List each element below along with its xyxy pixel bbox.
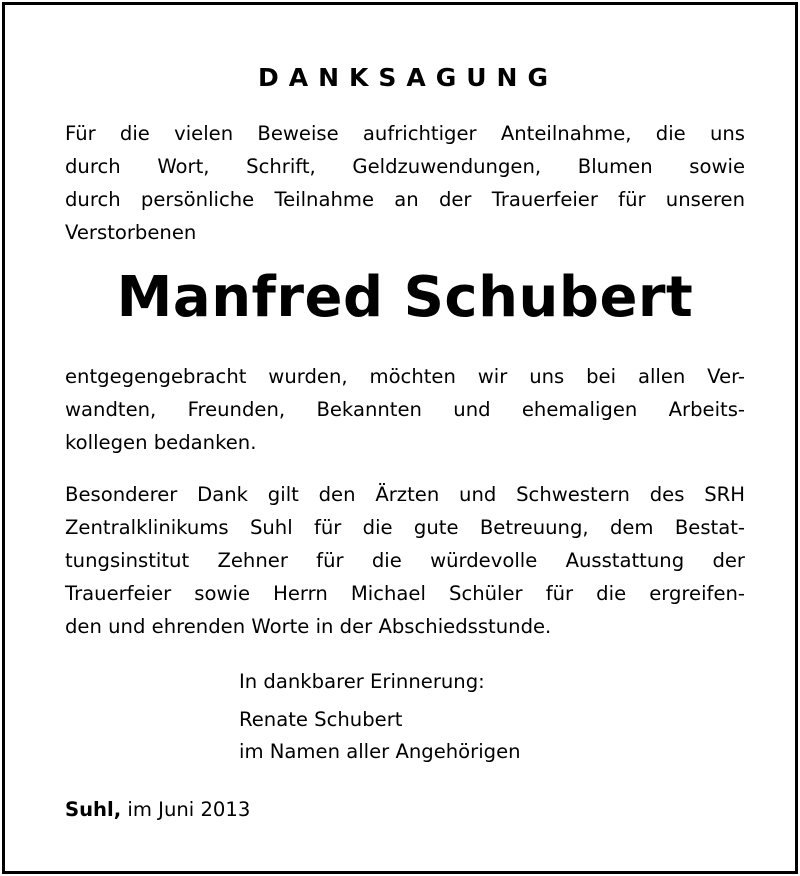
special-thanks-line: Trauerfeier sowie Herrn Michael Schüler für die ergreifen- [65, 582, 745, 605]
thanks-line: kollegen bedanken. [65, 431, 257, 454]
intro-line: Verstorbenen [65, 221, 197, 244]
special-thanks-line: den und ehrenden Worte in der Abschiedsstunde. [65, 615, 552, 638]
notice-date: im Juni 2013 [127, 798, 251, 821]
notice-title: DANKSAGUNG [257, 63, 558, 92]
obituary-notice-frame [2, 2, 798, 874]
closing-text: In dankbarer Erinnerung: [239, 670, 485, 693]
thanks-paragraph [65, 360, 745, 459]
deceased-name: Manfred Schubert [116, 265, 694, 330]
special-thanks-line: Besonderer Dank gilt den Ärzten und Schwestern des SRH [65, 483, 745, 506]
intro-paragraph [65, 117, 745, 249]
special-thanks-line: Zentralklinikums Suhl für die gute Betreuung, dem Bestat- [65, 516, 745, 539]
place-name: Suhl, [65, 798, 122, 821]
special-thanks-line: tungsinstitut Zehner für die würdevolle Ausstattung der [65, 549, 745, 572]
place-date [65, 793, 250, 826]
special-thanks-paragraph [65, 478, 745, 643]
intro-line: Für die vielen Beweise aufrichtiger Anteilnahme, die uns [65, 122, 745, 145]
thanks-line: wandten, Freunden, Bekannten und ehemaligen Arbeits- [65, 398, 745, 421]
intro-line: durch persönliche Teilnahme an der Trauerfeier für unseren [65, 188, 745, 211]
signer-name: Renate Schubert [239, 708, 403, 731]
intro-line: durch Wort, Schrift, Geldzuwendungen, Blumen sowie [65, 155, 745, 178]
signer-note: im Namen aller Angehörigen [239, 740, 521, 763]
thanks-line: entgegengebracht wurden, möchten wir uns bei allen Ver- [65, 365, 745, 388]
